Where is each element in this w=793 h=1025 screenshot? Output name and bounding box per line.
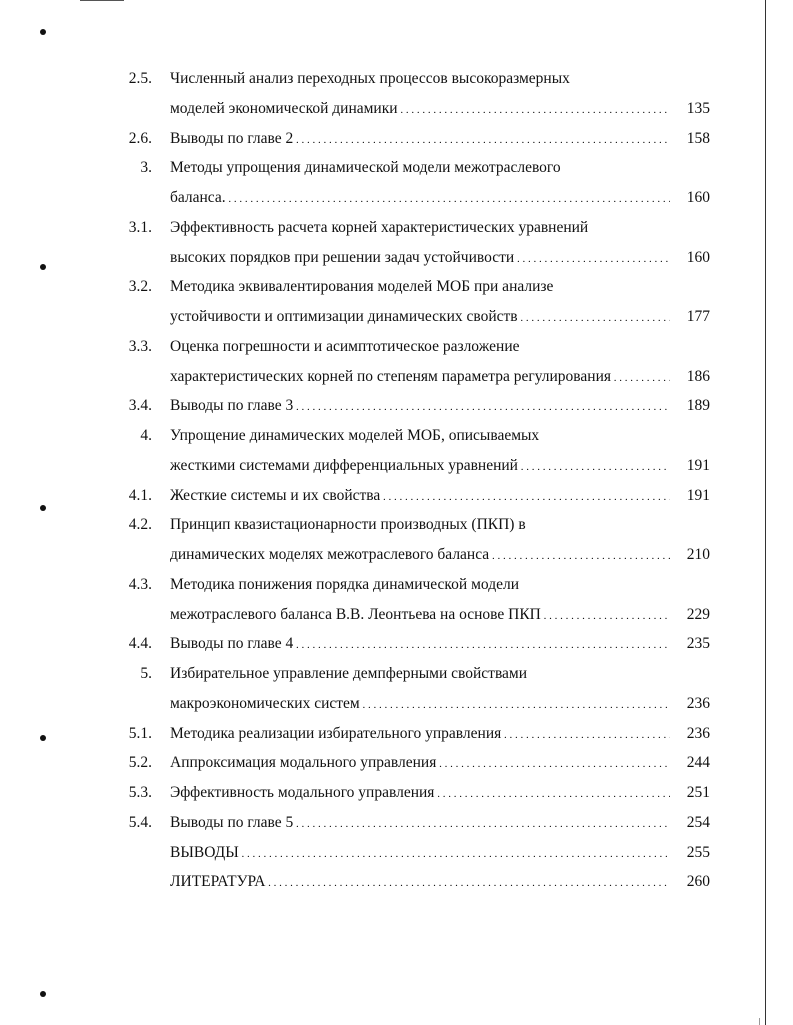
toc-page-number: 260 [686,873,710,891]
toc-entry-continuation [0,365,793,389]
toc-page-number: 251 [686,784,710,801]
toc-entry-title: Методика понижения порядка динамической модели [170,575,520,593]
scan-edge-mark [759,1018,760,1025]
toc-entry-title: Выводы по главе 4 . . . [170,632,670,657]
toc-entry-title: Принцип квазистационарности производных (ПКП) в [170,516,526,534]
toc-entry-number: 5. [140,665,152,682]
toc-entry-number: 5.1. [128,724,152,742]
toc-entry [0,484,793,508]
toc-page-number: 254 [686,813,710,831]
toc-entry-title: Жесткие системы и их свойства . . . [170,484,670,509]
toc-entry [0,156,793,180]
toc-entry-continuation [0,603,793,627]
toc-page-number: 160 [686,189,710,206]
toc-entry [0,513,793,537]
toc-entry-title: жесткими системами дифференциальных уравнений . . . [170,454,670,479]
toc-page-number: 210 [686,546,710,563]
toc-entry-number: 4.3. [128,575,152,593]
toc-entry-number: 3.1. [128,218,152,236]
toc-entry-number: 5.3. [128,784,152,801]
toc-entry-title: высоких порядков при решении задач устойчивости . . . [170,246,670,271]
toc-entry-number: 2.5. [128,70,152,87]
toc-entry [0,662,793,686]
binder-hole-mark [40,991,46,997]
toc-entry-number: 2.6. [128,129,152,147]
toc-entry-number: 5.4. [128,813,152,831]
toc-page-number: 186 [686,367,710,385]
toc-entry-number: 4.1. [128,486,152,504]
toc-entry-title: ВЫВОДЫ . . . [170,841,670,866]
toc-entry-number: 4.4. [128,635,152,653]
binder-hole-mark [40,29,46,35]
toc-entry-title: динамических моделях межотраслевого баланса . . . [170,543,670,568]
toc-entry-title: моделей экономической динамики . . . [170,97,670,122]
toc-entry [0,870,793,894]
toc-entry-title: Методы упрощения динамической модели межотраслевого [170,159,561,177]
toc-entry [0,394,793,418]
toc-entry [0,127,793,151]
toc-entry-continuation [0,692,793,716]
toc-entry-title: Избирательное управление демпферными свойствами [170,665,528,682]
scan-edge-line [80,0,124,1]
toc-entry-continuation [0,543,793,567]
toc-entry-title: устойчивости и оптимизации динамических свойств . . . [170,305,670,330]
toc-page-number: 236 [686,694,710,712]
toc-entry [0,573,793,597]
toc-page-number: 191 [686,456,710,474]
toc-entry-title: Методика эквивалентирования моделей МОБ при анализе [170,278,554,296]
toc-entry-number: 4.2. [128,516,152,534]
toc-page-number: 191 [686,486,710,504]
toc-entry-number: 3. [140,159,152,177]
toc-entry [0,335,793,359]
toc-page-number: 158 [686,129,710,147]
toc-entry-number: 3.3. [128,337,152,355]
toc-entry-title: Методика реализации избирательного управления . . . [170,722,670,747]
toc-entry-title: Выводы по главе 3 . . . [170,394,670,419]
toc-entry-title: характеристических корней по степеням параметра регулирования . . . [170,365,670,390]
toc-entry-continuation [0,246,793,270]
toc-page-number: 255 [686,843,710,861]
toc-entry [0,781,793,805]
toc-entry-title: Эффективность модального управления . . . [170,781,670,806]
toc-page-number: 189 [686,397,710,415]
toc-entry-title: Выводы по главе 5 . . . [170,811,670,836]
toc-entry-title: ЛИТЕРАТУРА . . . [170,870,670,895]
toc-entry [0,811,793,835]
toc-entry-title: макроэкономических систем . . . [170,692,670,717]
toc-entry-number: 5.2. [128,754,152,772]
toc-page-number: 229 [686,605,710,623]
toc-entry [0,841,793,865]
toc-page-number: 177 [686,308,710,325]
toc-page-number: 235 [686,635,710,653]
toc-entry-continuation [0,186,793,210]
toc-entry-title: Выводы по главе 2 . . . [170,127,670,152]
toc-entry [0,67,793,91]
toc-page-number: 244 [686,754,710,772]
toc-entry-title: межотраслевого баланса В.В. Леонтьева на основе ПКП . . . [170,603,670,628]
toc-page-number: 160 [686,248,710,266]
toc-entry-title: баланса. . . . [170,186,670,211]
toc-entry [0,751,793,775]
toc-entry-number: 4. [140,427,152,444]
toc-entry-continuation [0,97,793,121]
toc-entry-title: Упрощение динамических моделей МОБ, описываемых [170,427,540,444]
toc-entry [0,632,793,656]
toc-page-number: 135 [686,99,710,117]
toc-entry-title: Численный анализ переходных процессов высокоразмерных [170,70,570,87]
toc-entry-number: 3.2. [128,278,152,296]
toc-entry [0,216,793,240]
toc-entry-title: Оценка погрешности и асимптотическое разложение [170,337,520,355]
toc-page-number: 236 [686,724,710,742]
toc-entry-number: 3.4. [128,397,152,415]
toc-entry-continuation [0,454,793,478]
toc-entry-title: Аппроксимация модального управления . . . [170,751,670,776]
toc-entry-continuation [0,305,793,329]
toc-entry [0,275,793,299]
toc-entry [0,424,793,448]
toc-entry [0,722,793,746]
toc-entry-title: Эффективность расчета корней характеристических уравнений [170,218,589,236]
